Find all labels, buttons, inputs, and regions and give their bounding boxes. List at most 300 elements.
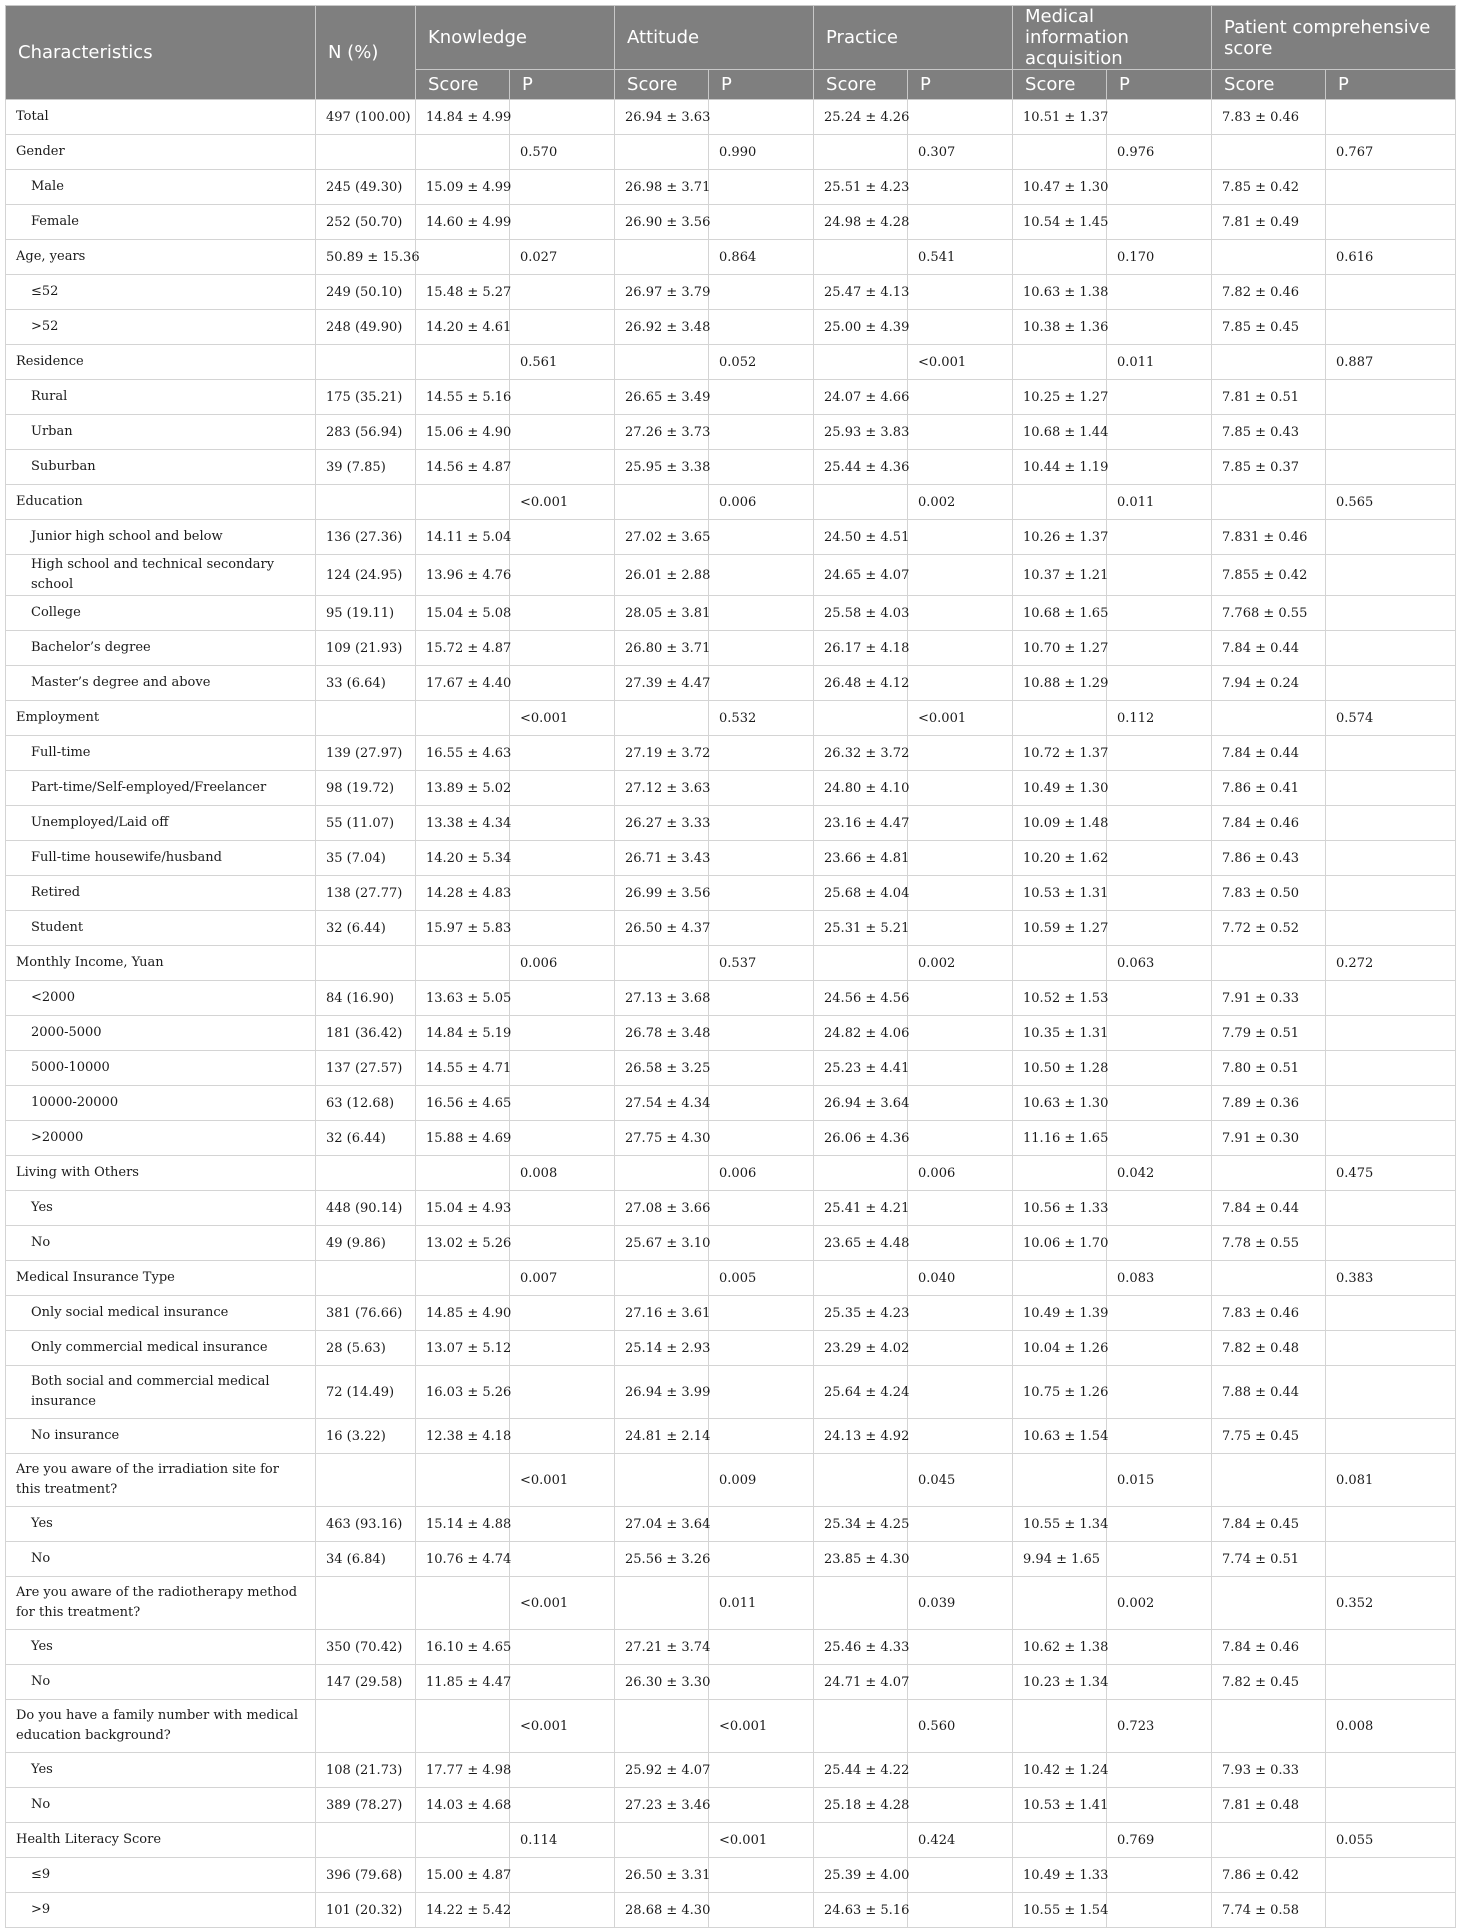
score-cell: 7.81 ± 0.48 [1212,1788,1326,1823]
score-cell: 26.65 ± 3.49 [615,380,709,415]
p-value-cell: <0.001 [510,1700,615,1753]
p-value-cell [709,876,814,911]
p-value-cell [1107,1121,1212,1156]
table-row [6,1226,1456,1261]
score-cell: 25.39 ± 4.00 [814,1858,908,1893]
p-value-cell: <0.001 [510,701,615,736]
p-value-cell [1107,1331,1212,1366]
score-cell: 26.94 ± 3.99 [615,1366,709,1419]
p-value-cell [908,310,1013,345]
score-cell: 25.56 ± 3.26 [615,1542,709,1577]
p-value-cell: <0.001 [709,1823,814,1858]
score-cell: 15.09 ± 4.99 [416,170,510,205]
p-value-cell: 0.864 [709,240,814,275]
n-percent-cell: 35 (7.04) [316,841,416,876]
p-value-cell [908,1086,1013,1121]
score-cell [814,946,908,981]
p-value-cell [1107,1893,1212,1928]
p-value-cell [510,1296,615,1331]
row-sublabel: Male [6,170,316,205]
score-cell: 26.94 ± 3.64 [814,1086,908,1121]
header-knowledge: Knowledge [416,6,615,70]
score-cell: 7.84 ± 0.44 [1212,631,1326,666]
n-percent-cell [316,1700,416,1753]
p-value-cell [709,170,814,205]
row-label: Gender [6,135,316,170]
n-percent-cell: 95 (19.11) [316,596,416,631]
score-cell: 26.17 ± 4.18 [814,631,908,666]
row-label: Total [6,100,316,135]
row-sublabel: >9 [6,1893,316,1928]
p-value-cell [709,1665,814,1700]
score-cell: 25.00 ± 4.39 [814,310,908,345]
p-value-cell [1107,205,1212,240]
subheader-p: P [709,70,814,100]
score-cell: 10.44 ± 1.19 [1013,450,1107,485]
score-cell: 27.12 ± 3.63 [615,771,709,806]
score-cell: 14.56 ± 4.87 [416,450,510,485]
p-value-cell [510,310,615,345]
p-value-cell [510,1419,615,1454]
p-value-cell [1326,1016,1456,1051]
p-value-cell [1107,981,1212,1016]
n-percent-cell: 136 (27.36) [316,520,416,555]
score-cell [416,946,510,981]
p-value-cell [1107,1366,1212,1419]
score-cell [1013,1156,1107,1191]
p-value-cell [510,1893,615,1928]
score-cell [416,345,510,380]
p-value-cell [510,911,615,946]
score-cell: 26.78 ± 3.48 [615,1016,709,1051]
table-row [6,771,1456,806]
score-cell [1212,1577,1326,1630]
score-cell: 7.86 ± 0.42 [1212,1858,1326,1893]
p-value-cell: 0.723 [1107,1700,1212,1753]
score-cell: 14.85 ± 4.90 [416,1296,510,1331]
p-value-cell [1326,1419,1456,1454]
score-cell: 28.68 ± 4.30 [615,1893,709,1928]
p-value-cell [908,1121,1013,1156]
row-sublabel: College [6,596,316,631]
row-label: Education [6,485,316,520]
header-practice: Practice [814,6,1013,70]
row-sublabel: 5000-10000 [6,1051,316,1086]
score-cell: 10.59 ± 1.27 [1013,911,1107,946]
p-value-cell [908,1191,1013,1226]
score-cell: 14.20 ± 4.61 [416,310,510,345]
p-value-cell [1326,981,1456,1016]
table-row [6,1507,1456,1542]
p-value-cell [908,1419,1013,1454]
p-value-cell [1326,275,1456,310]
score-cell: 25.35 ± 4.23 [814,1296,908,1331]
score-cell: 16.56 ± 4.65 [416,1086,510,1121]
score-cell: 15.04 ± 5.08 [416,596,510,631]
p-value-cell [709,1331,814,1366]
score-cell [416,1156,510,1191]
p-value-cell [1326,415,1456,450]
score-cell [814,345,908,380]
n-percent-cell [316,1577,416,1630]
p-value-cell: 0.272 [1326,946,1456,981]
p-value-cell [510,1665,615,1700]
score-cell: 24.65 ± 4.07 [814,555,908,596]
score-cell: 7.72 ± 0.52 [1212,911,1326,946]
row-sublabel: Suburban [6,450,316,485]
score-cell: 7.78 ± 0.55 [1212,1226,1326,1261]
p-value-cell [1326,631,1456,666]
p-value-cell [709,771,814,806]
row-sublabel: No insurance [6,1419,316,1454]
score-cell: 10.53 ± 1.31 [1013,876,1107,911]
p-value-cell [709,1630,814,1665]
n-percent-cell: 16 (3.22) [316,1419,416,1454]
score-cell: 7.80 ± 0.51 [1212,1051,1326,1086]
n-percent-cell: 175 (35.21) [316,380,416,415]
n-percent-cell: 101 (20.32) [316,1893,416,1928]
score-cell: 10.55 ± 1.34 [1013,1507,1107,1542]
n-percent-cell: 147 (29.58) [316,1665,416,1700]
score-cell: 27.39 ± 4.47 [615,666,709,701]
row-sublabel: Both social and commercial medical insurance [6,1366,316,1419]
p-value-cell [1107,631,1212,666]
score-cell: 14.55 ± 4.71 [416,1051,510,1086]
score-cell: 15.00 ± 4.87 [416,1858,510,1893]
p-value-cell [908,1753,1013,1788]
table-row [6,170,1456,205]
table-row [6,701,1456,736]
p-value-cell [709,275,814,310]
table-row [6,135,1456,170]
p-value-cell [1107,1051,1212,1086]
row-sublabel: Part-time/Self-employed/Freelancer [6,771,316,806]
p-value-cell [908,380,1013,415]
score-cell: 7.83 ± 0.50 [1212,876,1326,911]
p-value-cell [709,841,814,876]
p-value-cell [908,1051,1013,1086]
p-value-cell [1107,736,1212,771]
p-value-cell [1326,1051,1456,1086]
table-row [6,485,1456,520]
score-cell: 7.84 ± 0.46 [1212,1630,1326,1665]
n-percent-cell: 50.89 ± 15.36 [316,240,416,275]
p-value-cell [510,1086,615,1121]
n-percent-cell [316,135,416,170]
p-value-cell: 0.170 [1107,240,1212,275]
row-sublabel: 2000-5000 [6,1016,316,1051]
p-value-cell [1107,666,1212,701]
table-row [6,841,1456,876]
table-row [6,310,1456,345]
score-cell [814,135,908,170]
p-value-cell: 0.887 [1326,345,1456,380]
score-cell: 25.92 ± 4.07 [615,1753,709,1788]
row-sublabel: Student [6,911,316,946]
score-cell: 9.94 ± 1.65 [1013,1542,1107,1577]
p-value-cell [709,415,814,450]
score-cell: 25.93 ± 3.83 [814,415,908,450]
score-cell [615,485,709,520]
score-cell: 10.54 ± 1.45 [1013,205,1107,240]
table-body [6,100,1456,1928]
table-row [6,1753,1456,1788]
score-cell: 23.85 ± 4.30 [814,1542,908,1577]
p-value-cell [510,205,615,240]
n-percent-cell: 34 (6.84) [316,1542,416,1577]
p-value-cell: 0.769 [1107,1823,1212,1858]
score-cell: 26.50 ± 4.37 [615,911,709,946]
p-value-cell: 0.042 [1107,1156,1212,1191]
table-row [6,1858,1456,1893]
p-value-cell [709,736,814,771]
score-cell: 25.64 ± 4.24 [814,1366,908,1419]
score-cell: 10.38 ± 1.36 [1013,310,1107,345]
p-value-cell [510,841,615,876]
score-cell [1212,135,1326,170]
p-value-cell [1326,100,1456,135]
score-cell: 25.46 ± 4.33 [814,1630,908,1665]
p-value-cell [1107,806,1212,841]
row-sublabel: Unemployed/Laid off [6,806,316,841]
p-value-cell: 0.565 [1326,485,1456,520]
table-row [6,1665,1456,1700]
table-row [6,415,1456,450]
score-cell: 15.97 ± 5.83 [416,911,510,946]
score-cell: 14.20 ± 5.34 [416,841,510,876]
score-cell: 10.76 ± 4.74 [416,1542,510,1577]
score-cell: 27.75 ± 4.30 [615,1121,709,1156]
table-row [6,1051,1456,1086]
p-value-cell [1326,736,1456,771]
score-cell: 7.831 ± 0.46 [1212,520,1326,555]
p-value-cell [709,310,814,345]
score-cell: 25.95 ± 3.38 [615,450,709,485]
row-sublabel: Bachelor’s degree [6,631,316,666]
p-value-cell: <0.001 [510,1454,615,1507]
p-value-cell: 0.570 [510,135,615,170]
score-cell: 26.30 ± 3.30 [615,1665,709,1700]
p-value-cell [908,736,1013,771]
row-sublabel: No [6,1665,316,1700]
score-cell: 11.85 ± 4.47 [416,1665,510,1700]
p-value-cell [1326,876,1456,911]
n-percent-cell: 448 (90.14) [316,1191,416,1226]
table-row [6,911,1456,946]
score-cell [416,701,510,736]
p-value-cell [510,876,615,911]
score-cell: 26.71 ± 3.43 [615,841,709,876]
n-percent-cell: 463 (93.16) [316,1507,416,1542]
score-cell [1013,1823,1107,1858]
p-value-cell: 0.561 [510,345,615,380]
p-value-cell: 0.045 [908,1454,1013,1507]
table-row [6,1700,1456,1753]
p-value-cell [1107,596,1212,631]
p-value-cell [510,771,615,806]
table-row [6,666,1456,701]
table-row [6,345,1456,380]
score-cell: 26.06 ± 4.36 [814,1121,908,1156]
row-label: Employment [6,701,316,736]
p-value-cell [1107,1086,1212,1121]
score-cell [615,701,709,736]
n-percent-cell: 84 (16.90) [316,981,416,1016]
subheader-score: Score [1013,70,1107,100]
p-value-cell [1107,1226,1212,1261]
score-cell: 7.83 ± 0.46 [1212,100,1326,135]
p-value-cell [1326,1542,1456,1577]
row-sublabel: Yes [6,1191,316,1226]
p-value-cell [1107,415,1212,450]
score-cell: 10.62 ± 1.38 [1013,1630,1107,1665]
p-value-cell: 0.011 [1107,345,1212,380]
p-value-cell [908,666,1013,701]
table-row [6,1331,1456,1366]
n-percent-cell [316,1261,416,1296]
p-value-cell [709,1051,814,1086]
score-cell: 16.55 ± 4.63 [416,736,510,771]
row-label: Medical Insurance Type [6,1261,316,1296]
score-cell: 26.98 ± 3.71 [615,170,709,205]
header-patient-comprehensive-score: Patient comprehensive score [1212,6,1456,70]
score-cell: 10.50 ± 1.28 [1013,1051,1107,1086]
score-cell: 10.56 ± 1.33 [1013,1191,1107,1226]
score-cell [1013,135,1107,170]
p-value-cell [709,1191,814,1226]
score-cell: 10.42 ± 1.24 [1013,1753,1107,1788]
table-row [6,205,1456,240]
row-sublabel: Only commercial medical insurance [6,1331,316,1366]
p-value-cell [908,450,1013,485]
p-value-cell [709,1507,814,1542]
p-value-cell: 0.307 [908,135,1013,170]
p-value-cell: 0.560 [908,1700,1013,1753]
n-percent-cell [316,485,416,520]
p-value-cell [510,1191,615,1226]
p-value-cell [510,555,615,596]
p-value-cell: 0.015 [1107,1454,1212,1507]
score-cell: 26.58 ± 3.25 [615,1051,709,1086]
score-cell: 7.84 ± 0.44 [1212,736,1326,771]
p-value-cell [1107,1788,1212,1823]
row-sublabel: No [6,1226,316,1261]
p-value-cell: 0.002 [1107,1577,1212,1630]
score-cell [615,1700,709,1753]
p-value-cell [709,666,814,701]
p-value-cell [1326,1893,1456,1928]
score-cell: 7.94 ± 0.24 [1212,666,1326,701]
p-value-cell [1107,841,1212,876]
row-sublabel: Junior high school and below [6,520,316,555]
score-cell: 11.16 ± 1.65 [1013,1121,1107,1156]
p-value-cell [1326,380,1456,415]
score-cell: 23.65 ± 4.48 [814,1226,908,1261]
score-cell: 10.04 ± 1.26 [1013,1331,1107,1366]
table-row [6,981,1456,1016]
p-value-cell: 0.532 [709,701,814,736]
table-row [6,1366,1456,1419]
score-cell: 25.14 ± 2.93 [615,1331,709,1366]
n-percent-cell: 108 (21.73) [316,1753,416,1788]
p-value-cell: <0.001 [908,701,1013,736]
score-cell: 7.91 ± 0.30 [1212,1121,1326,1156]
score-cell: 7.85 ± 0.37 [1212,450,1326,485]
table-row [6,520,1456,555]
p-value-cell [1326,170,1456,205]
p-value-cell: 0.006 [908,1156,1013,1191]
score-cell: 10.63 ± 1.38 [1013,275,1107,310]
score-cell: 10.09 ± 1.48 [1013,806,1107,841]
score-cell: 7.85 ± 0.43 [1212,415,1326,450]
p-value-cell [709,631,814,666]
score-cell: 25.18 ± 4.28 [814,1788,908,1823]
score-cell: 7.855 ± 0.42 [1212,555,1326,596]
score-cell: 27.13 ± 3.68 [615,981,709,1016]
p-value-cell [1326,1331,1456,1366]
p-value-cell [709,1542,814,1577]
p-value-cell [1107,1016,1212,1051]
score-cell: 15.48 ± 5.27 [416,275,510,310]
score-cell [416,240,510,275]
score-cell: 27.04 ± 3.64 [615,1507,709,1542]
p-value-cell [1326,911,1456,946]
score-cell: 7.82 ± 0.46 [1212,275,1326,310]
p-value-cell [510,1630,615,1665]
row-sublabel: High school and technical secondary school [6,555,316,596]
p-value-cell: 0.541 [908,240,1013,275]
p-value-cell [510,520,615,555]
table-row [6,1419,1456,1454]
p-value-cell [709,1296,814,1331]
p-value-cell: 0.052 [709,345,814,380]
score-cell: 7.85 ± 0.45 [1212,310,1326,345]
p-value-cell [510,666,615,701]
score-cell: 13.07 ± 5.12 [416,1331,510,1366]
score-cell: 10.49 ± 1.30 [1013,771,1107,806]
row-sublabel: Yes [6,1507,316,1542]
score-cell [814,240,908,275]
score-cell: 15.06 ± 4.90 [416,415,510,450]
n-percent-cell: 49 (9.86) [316,1226,416,1261]
row-label: Living with Others [6,1156,316,1191]
row-label: Age, years [6,240,316,275]
row-sublabel: Master’s degree and above [6,666,316,701]
p-value-cell [1107,1542,1212,1577]
p-value-cell [908,806,1013,841]
score-cell: 7.82 ± 0.45 [1212,1665,1326,1700]
score-cell: 24.13 ± 4.92 [814,1419,908,1454]
score-cell: 10.25 ± 1.27 [1013,380,1107,415]
p-value-cell [1326,1191,1456,1226]
row-sublabel: No [6,1542,316,1577]
row-sublabel: 10000-20000 [6,1086,316,1121]
p-value-cell [908,771,1013,806]
table-row [6,555,1456,596]
score-cell: 24.71 ± 4.07 [814,1665,908,1700]
p-value-cell: 0.063 [1107,946,1212,981]
score-cell: 7.82 ± 0.48 [1212,1331,1326,1366]
score-cell: 10.53 ± 1.41 [1013,1788,1107,1823]
p-value-cell [1326,310,1456,345]
score-cell [416,1700,510,1753]
p-value-cell [1326,1788,1456,1823]
score-cell: 26.97 ± 3.79 [615,275,709,310]
p-value-cell: 0.990 [709,135,814,170]
p-value-cell [510,1858,615,1893]
score-cell: 26.48 ± 4.12 [814,666,908,701]
score-cell: 7.74 ± 0.51 [1212,1542,1326,1577]
